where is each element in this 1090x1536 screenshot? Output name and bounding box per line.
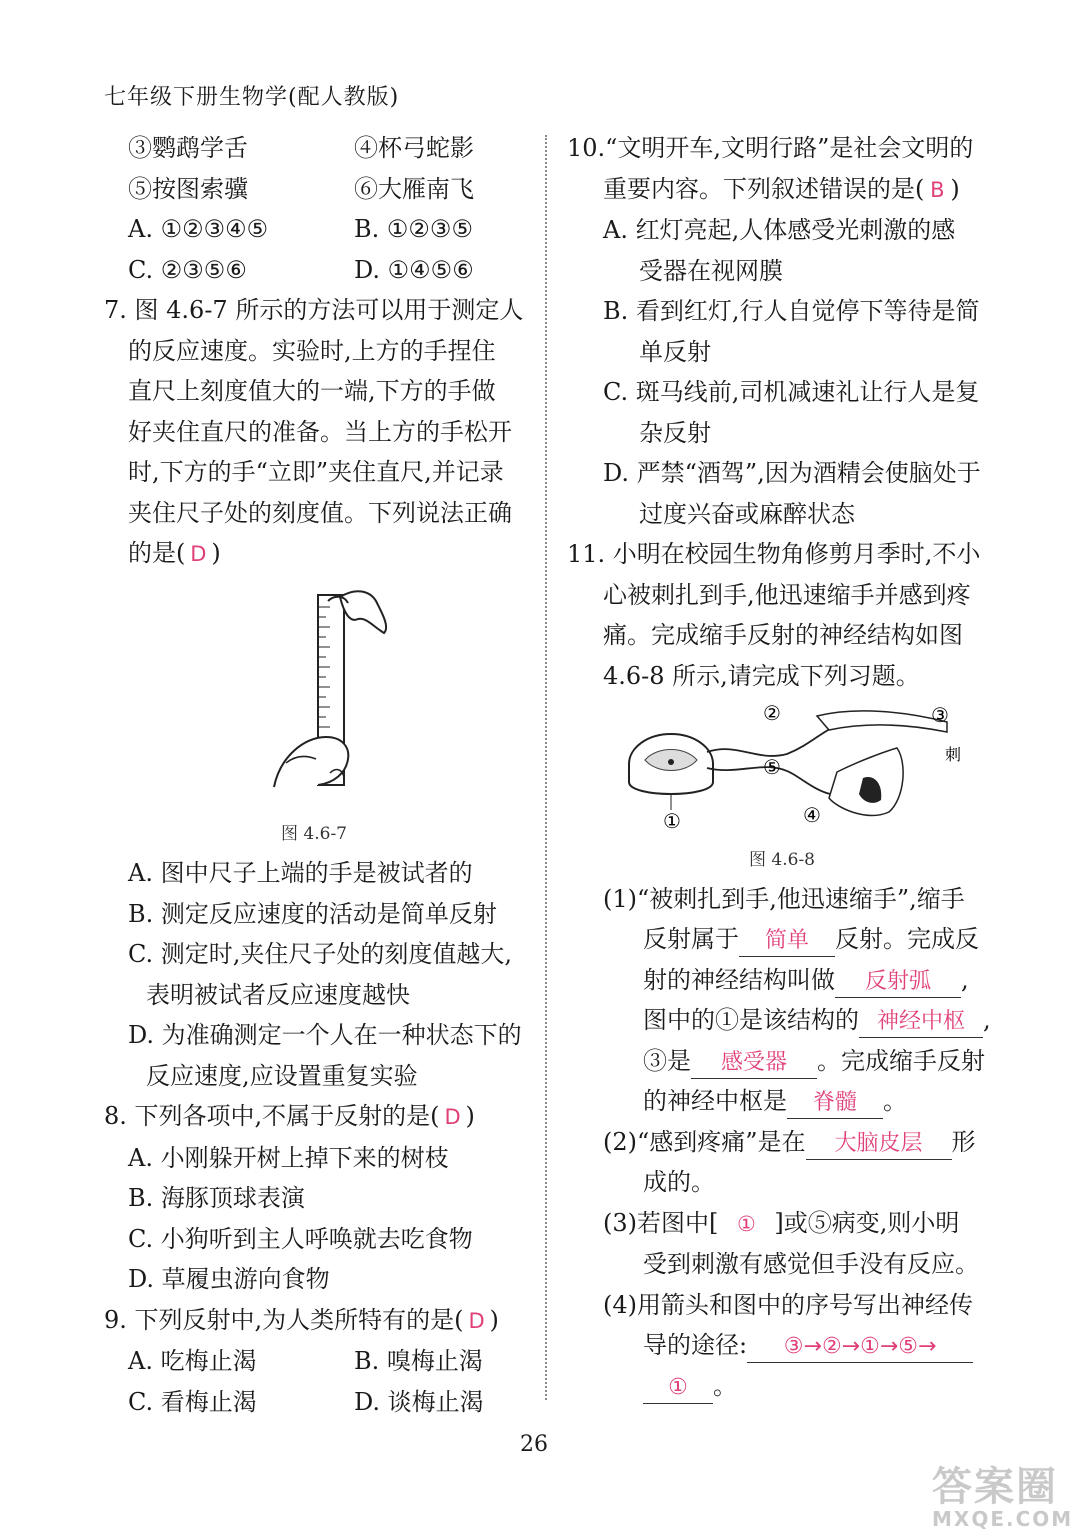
q6-item-6: ⑥大雁南飞 [354, 174, 474, 203]
left-column [104, 128, 524, 1422]
q7-option-d: D. 为准确测定一个人在一种状态下的 [128, 1021, 522, 1049]
q6-option-a: A. ①②③④⑤ [128, 215, 269, 243]
sub2-line2: 成的。 [643, 1168, 715, 1196]
q10-option-b: B. 看到红灯,行人自觉停下等待是简 [603, 297, 980, 325]
q7-line: 夹住尺子处的刻度值。下列说法正确 [128, 498, 512, 527]
q7-option-a: A. 图中尺子上端的手是被试者的 [128, 859, 473, 887]
sub1-line3: 射的神经结构叫做 反射弧 , [567, 960, 997, 1001]
q8-option-a: A. 小刚躲开树上掉下来的树枝 [128, 1143, 449, 1172]
answer-blank: 大脑皮层 [806, 1129, 952, 1160]
figure-caption: 图 4.6-7 [281, 824, 347, 844]
q9-option-d: D. 谈梅止渴 [354, 1387, 484, 1416]
q6-option-c: C. ②③⑤⑥ [128, 255, 247, 284]
label-1: ① [663, 809, 681, 832]
sub3-line2: 受到刺激有感觉但手没有反应。 [643, 1250, 979, 1278]
q8-option-c: C. 小狗听到主人呼唤就去吃食物 [128, 1224, 473, 1253]
q11-line: 痛。完成缩手反射的神经结构如图 [603, 621, 963, 649]
q6-options-row2 [104, 250, 524, 291]
q10-option-a: A. 红灯亮起,人体感受光刺激的感 [603, 216, 956, 244]
q11-line: 11. 小明在校园生物角修剪月季时,不小 [567, 540, 981, 568]
figure-reflex-arc [567, 702, 997, 875]
page-header: 七年级下册生物学(配人教版) [104, 85, 400, 110]
q7-answer: D [190, 542, 207, 566]
q11-line: 心被刺扎到手,他迅速缩手并感到疼 [603, 580, 971, 609]
q8-option-d: D. 草履虫游向食物 [128, 1265, 330, 1293]
label-3: ③ [931, 703, 949, 727]
q10-line2: 重要内容。下列叙述错误的是( B ) [567, 169, 997, 211]
q6-options-row1 [104, 209, 524, 250]
sub1-line6: 的神经中枢是 脊髓 。 [567, 1081, 997, 1122]
q9-stem: 9. 下列反射中,为人类所特有的是( D ) [104, 1300, 524, 1342]
answer-blank: 感受器 [691, 1048, 817, 1079]
q8-option-b: B. 海豚顶球表演 [128, 1184, 305, 1212]
sub3-line1: (3)若图中[ ① ]或⑤病变,则小明 [567, 1203, 997, 1245]
q7-option-b: B. 测定反应速度的活动是简单反射 [128, 899, 497, 928]
sub4-line2: 导的途径: ③→②→①→⑤→ [567, 1325, 997, 1366]
q9-option-b: B. 嗅梅止渴 [354, 1347, 483, 1375]
q9-options-row2 [104, 1382, 524, 1423]
answer-bracket: ① [736, 1211, 756, 1236]
q10-option-d-cont: 过度兴奋或麻醉状态 [639, 499, 855, 528]
q7-line: 7. 图 4.6-7 所示的方法可以用于测定人 [104, 296, 524, 324]
label-4: ④ [803, 803, 821, 827]
answer-blank: ① [643, 1373, 713, 1404]
q7-line: 的反应速度。实验时,上方的手捏住 [128, 336, 496, 365]
answer-blank: 脊髓 [787, 1088, 883, 1119]
answer-blank: ③→②→①→⑤→ [747, 1332, 973, 1363]
answer-blank: 神经中枢 [859, 1007, 983, 1038]
q10-option-c-cont: 杂反射 [639, 418, 711, 447]
figure-ruler-test [104, 587, 524, 850]
q9-answer: D [468, 1308, 485, 1333]
figure-caption: 图 4.6-8 [749, 849, 815, 870]
reflex-arc-illustration [567, 702, 997, 832]
q7-line-last: 的是( D ) [104, 533, 524, 575]
q7-option-c: C. 测定时,夹住尺子处的刻度值越大, [128, 940, 513, 968]
q11-line: 4.6-8 所示,请完成下列习题。 [603, 661, 920, 690]
q10-option-d: D. 严禁“酒驾”,因为酒精会使脑处于 [603, 459, 981, 487]
sub4-line1: (4)用箭头和图中的序号写出神经传 [603, 1290, 973, 1319]
ruler-hands-illustration [104, 587, 524, 807]
q10-option-b-cont: 单反射 [639, 337, 711, 366]
q7-option-d-cont: 反应速度,应设置重复实验 [146, 1061, 418, 1090]
q9-option-c: C. 看梅止渴 [128, 1387, 257, 1416]
q10-option-a-cont: 受器在视网膜 [639, 256, 783, 285]
q7-line: 时,下方的手“立即”夹住直尺,并记录 [128, 458, 504, 486]
label-2: ② [763, 702, 781, 725]
q10-option-c: C. 斑马线前,司机减速礼让行人是复 [603, 378, 980, 406]
page-number: 26 [520, 1432, 548, 1457]
q7-line: 直尺上刻度值大的一端,下方的手做 [128, 377, 496, 405]
q6-option-d: D. ①④⑤⑥ [354, 255, 474, 284]
answer-blank: 简单 [739, 926, 835, 957]
sub1-line4: 图中的①是该结构的 神经中枢 , [567, 1000, 997, 1041]
sub4-line3: ① 。 [567, 1366, 997, 1407]
q6-item-3: ③鹦鹉学舌 [128, 134, 248, 162]
label-thorn: 刺 [945, 745, 962, 764]
right-column [567, 128, 997, 1406]
q8-stem: 8. 下列各项中,不属于反射的是( D ) [104, 1096, 524, 1138]
q7-line: 好夹住直尺的准备。当上方的手松开 [128, 417, 512, 446]
q6-items-row1 [104, 128, 524, 169]
sub2-line1: (2)“感到疼痛”是在 大脑皮层 形 [567, 1122, 997, 1163]
q7-option-c-cont: 表明被试者反应速度越快 [146, 980, 410, 1009]
sub1-line5: ③是 感受器 。完成缩手反射 [567, 1041, 997, 1082]
answer-blank: 反射弧 [835, 967, 961, 998]
watermark-logo: 答案圈 MXQE.COM [932, 1464, 1074, 1531]
sub1-line2: 反射属于 简单 反射。完成反 [567, 919, 997, 960]
label-5: ⑤ [763, 755, 781, 779]
q9-option-a: A. 吃梅止渴 [128, 1347, 257, 1375]
q6-option-b: B. ①②③⑤ [354, 215, 473, 243]
sub1-line1: (1)“被刺扎到手,他迅速缩手”,缩手 [603, 884, 965, 913]
q10-line1: 10.“文明开车,文明行路”是社会文明的 [567, 134, 974, 162]
q8-answer: D [444, 1105, 461, 1129]
q6-item-5: ⑤按图索骥 [128, 174, 248, 203]
q6-items-row2 [104, 169, 524, 210]
column-divider [545, 135, 547, 1400]
q9-options-row1 [104, 1341, 524, 1382]
q6-item-4: ④杯弓蛇影 [354, 134, 474, 162]
q10-answer: B [930, 177, 945, 202]
